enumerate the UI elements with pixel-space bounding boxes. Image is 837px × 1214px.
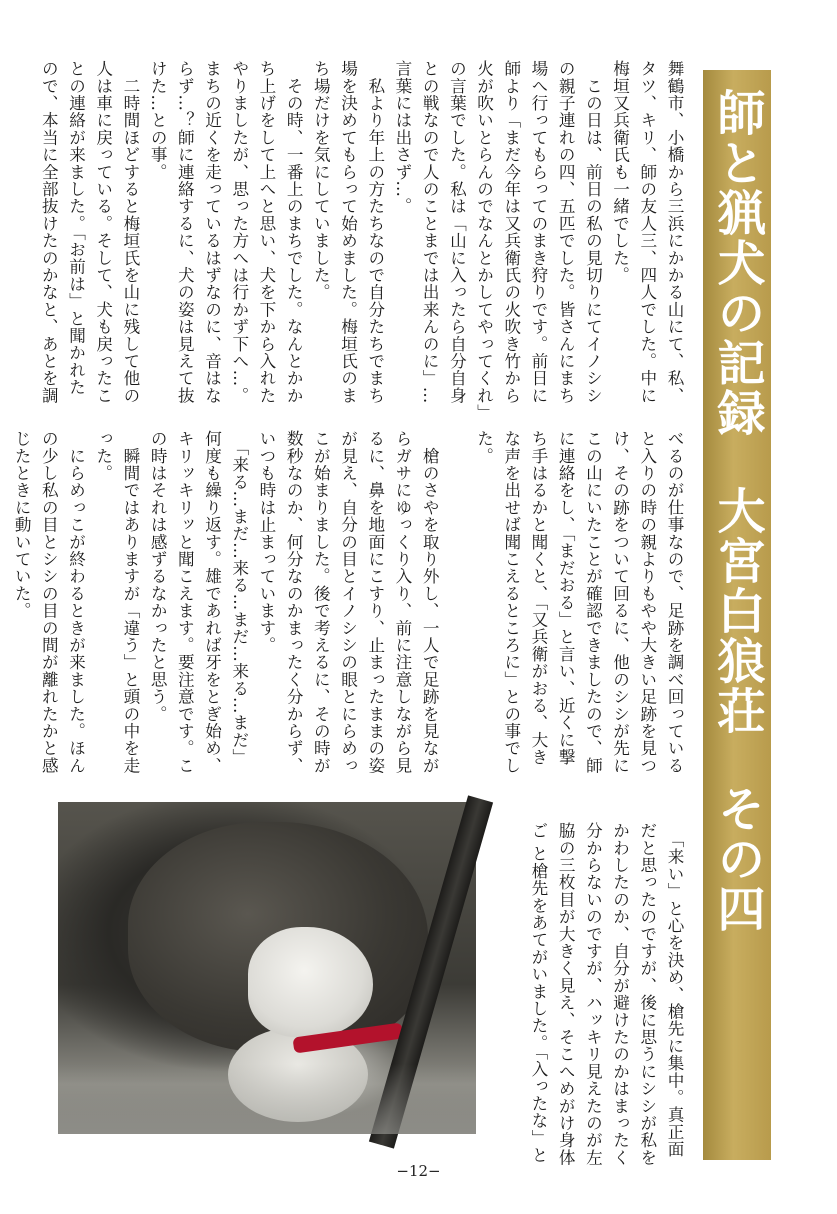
text-column: ち上げをして上へと思い、犬を下から入れた bbox=[256, 60, 276, 404]
text-column: タツ、キリ、師の友人三、四人でした。中に bbox=[637, 60, 657, 404]
text-column: の言葉でした。私は「山に入ったら自分自身 bbox=[447, 60, 467, 404]
text-column: ご と槍先をあてがいました。「入ったな」と bbox=[528, 822, 548, 1164]
text-column: この日は、前日の私の見切りにてイノシシ bbox=[583, 60, 603, 404]
text-column: こが始まりました。後で考えるに、その時が bbox=[311, 430, 331, 774]
text-column: らず…？師に連絡するに、犬の姿は見えて抜 bbox=[175, 60, 195, 404]
article-title bbox=[703, 88, 771, 934]
text-column: ち手はるかと聞くと、「又兵衛がおる、大き bbox=[528, 430, 548, 766]
text-column: だと思ったのですが、後に思うにシシが私を bbox=[637, 822, 657, 1166]
text-column: 何度も繰り返す。雄であれば牙をとぎ始め、 bbox=[202, 430, 222, 774]
dog-head bbox=[248, 927, 373, 1037]
text-column: かわしたのか、自分が避けたのかはまったく bbox=[610, 822, 630, 1166]
text-column: いつも時は止まっています。 bbox=[256, 430, 276, 654]
text-column: けた…との事。 bbox=[148, 60, 168, 181]
text-column: 場へ行ってもらってのまき狩りです。前日に bbox=[528, 60, 548, 404]
text-column: 言葉には出さず…。 bbox=[392, 60, 412, 215]
text-column: べるのが仕事なので、足跡を調べ回っている bbox=[665, 430, 684, 774]
boar-and-dog-photo bbox=[58, 802, 476, 1134]
text-column: との連絡が来ました。「お前は」と聞かれた bbox=[66, 60, 86, 396]
text-column: にらめっこが終わるときが来ました。ほん bbox=[66, 430, 86, 774]
text-column: の時はそれは感ずるなかったと思う。 bbox=[148, 430, 168, 723]
text-column: 脇の三枚目が大きく見え、そこへめがけ身体 bbox=[556, 822, 576, 1166]
text-column: と入りの時の親よりもやや大きい足跡を見つ bbox=[637, 430, 657, 774]
title-main: 師と猟犬の記録 bbox=[709, 88, 765, 438]
text-column: 火が吹いとらんのでなんとかしてやってくれ」 bbox=[474, 60, 494, 422]
text-column: まちの近くを走っているはずなのに、音はな bbox=[202, 60, 222, 404]
text-column bbox=[443, 430, 470, 810]
text-column: その時、一番上のまちでした。なんとかか bbox=[284, 60, 304, 404]
text-column: の少し私の目とシシの目の間が離れたかと感 bbox=[39, 430, 59, 774]
text-column: 人は車に戻っている。そして、犬も戻ったこ bbox=[93, 60, 113, 404]
text-column: 「来る…まだ…来る…まだ…来る…まだ」 bbox=[229, 430, 249, 766]
text-column: キリッキリッと聞こえます。要注意です。こ bbox=[175, 430, 195, 774]
title-sub: 大宮白狼荘 bbox=[709, 486, 765, 736]
bottom-text-block bbox=[502, 822, 688, 1166]
page-number: −12− bbox=[396, 1162, 441, 1180]
text-column: 二時間ほどすると梅垣氏を山に残して他の bbox=[120, 60, 140, 404]
text-column: 瞬間ではありますが「違う」と頭の中を走 bbox=[120, 430, 140, 774]
text-column: け、その跡をついて回るに、他のシシが先に bbox=[610, 430, 630, 774]
text-column: らガサにゆっくり入り、前に注意しながら見 bbox=[392, 430, 412, 774]
text-column: 分からないのですが、ハッキリ見えたのが左 bbox=[583, 822, 603, 1166]
text-column: 数秒なのか、何分なのかまったく分からず、 bbox=[284, 430, 304, 774]
upper-text-block bbox=[39, 60, 688, 442]
text-column: 師より「まだ今年は又兵衛氏の火吹き竹から bbox=[501, 60, 521, 404]
text-column: との戦なので人のことまでは出来んのに」… bbox=[420, 60, 440, 404]
text-column: 場を決めてもらって始めました。梅垣氏のま bbox=[338, 60, 358, 404]
text-column: ので、本当に全部抜けたのかなと、あとを調 bbox=[39, 60, 59, 404]
text-column: に連絡をし、「まだおる」と言い、近くに撃 bbox=[556, 430, 576, 766]
text-column: の親子連れの四、五匹でした。皆さんにまち bbox=[556, 60, 576, 404]
text-column: ち場だけを気にしていました。 bbox=[311, 60, 331, 301]
text-column: 梅垣又兵衛氏も一緒でした。 bbox=[610, 60, 630, 284]
text-column: 舞鶴市、小橋から三浜にかかる山にて、私、 bbox=[665, 60, 684, 404]
text-column: この山にいたことが確認できましたので、師 bbox=[583, 430, 603, 774]
text-column: た。 bbox=[474, 430, 494, 465]
text-column: 私より年上の方たちなので自分たちでまち bbox=[365, 60, 385, 404]
text-column: が見え、自分の目とイノシシの眼とにらめっ bbox=[338, 430, 358, 774]
lower-text-block bbox=[12, 430, 688, 810]
text-column: じたときに動いていた。 bbox=[12, 430, 32, 620]
title-part: その四 bbox=[709, 784, 765, 934]
text-column: 「来い」と心を決め、槍先に集中。真正面 bbox=[665, 822, 684, 1158]
title-banner bbox=[703, 70, 771, 1160]
text-column: 槍のさやを取り外し、一人で足跡を見なが bbox=[420, 430, 440, 774]
text-column: な声を出せば聞こえるところに」との事でし bbox=[501, 430, 521, 774]
text-column: った。 bbox=[93, 430, 113, 482]
ground bbox=[58, 1064, 476, 1134]
text-column: やりましたが、思った方へは行かず下へ…。 bbox=[229, 60, 249, 404]
text-column: るに、鼻を地面にこすり、止まったままの姿 bbox=[365, 430, 385, 774]
